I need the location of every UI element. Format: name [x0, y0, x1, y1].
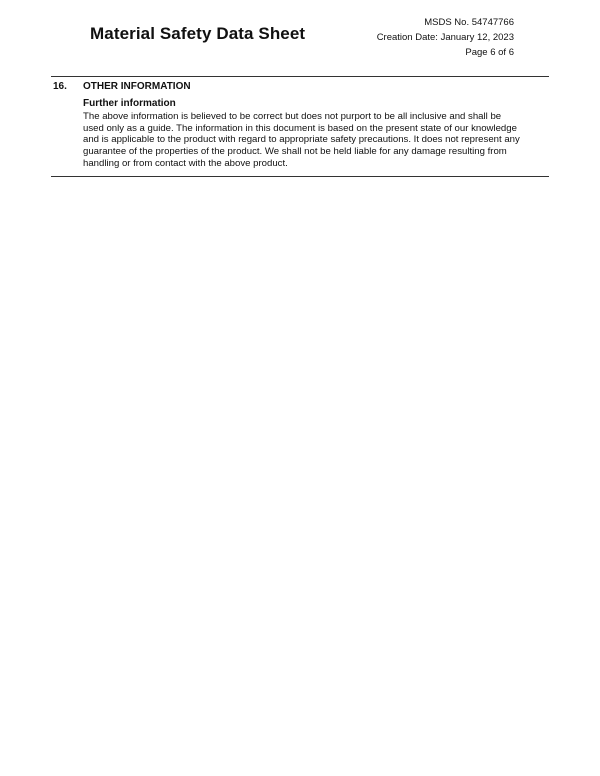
text-line: handling or from contact with the above product. — [83, 157, 288, 169]
further-information-text — [83, 111, 543, 170]
subsection-title: Further information — [83, 98, 176, 109]
document-title: Material Safety Data Sheet — [90, 24, 306, 43]
document-meta — [377, 15, 514, 60]
text-line: guarantee of the properties of the product. We shall not be held liable for any damage resulting from — [83, 146, 507, 158]
text-line: used only as a guide. The information in this document is based on the present state of our knowledge — [83, 122, 517, 134]
bottom-divider — [51, 176, 549, 177]
msds-number: MSDS No. 54747766 — [424, 17, 514, 28]
creation-date: Creation Date: January 12, 2023 — [376, 32, 514, 43]
page-number: Page 6 of 6 — [465, 47, 514, 58]
section-title: OTHER INFORMATION — [83, 81, 191, 92]
text-line: The above information is believed to be correct but does not purport to be all inclusive and shall be — [83, 111, 502, 122]
section-number: 16. — [53, 81, 67, 92]
text-line: and is applicable to the product with regard to appropriate safety precautions. It does not represent any — [83, 134, 520, 146]
top-divider — [51, 76, 549, 77]
